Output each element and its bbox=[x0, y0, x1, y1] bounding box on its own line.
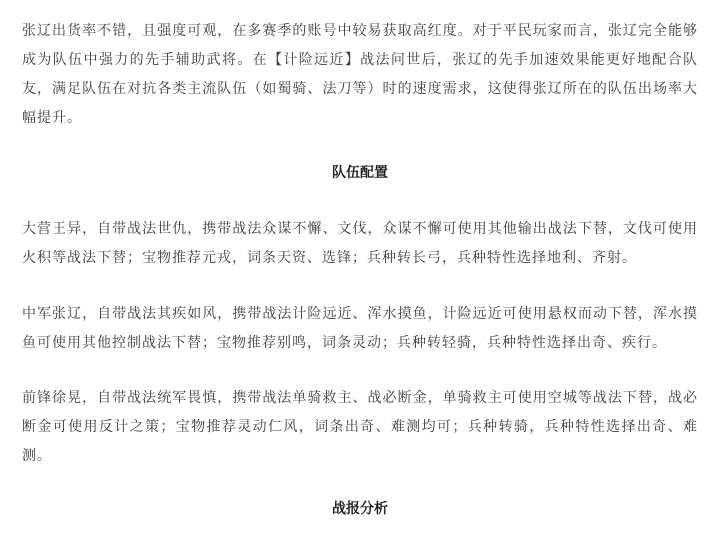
section-heading-report: 战报分析 bbox=[332, 501, 388, 517]
lineup-paragraph-zhangliao: 中军张辽，自带战法其疾如风，携带战法计险远近、浑水摸鱼，计险远近可使用悬权而动下替，浑水摸鱼可使用其他控制战法下替；宝物推荐别鸣，词条灵动；兵种转轻骑，兵种特性选择出奇、疾行。 bbox=[22, 306, 698, 351]
intro-paragraph: 张辽出货率不错，且强度可观，在多赛季的账号中较易获取高红度。对于平民玩家而言，张辽完全能够成为队伍中强力的先手辅助武将。在【计险远近】战法问世后，张辽的先手加速效果能更好地配合队友，满足队伍在对抗各类主流队伍（如蜀骑、法刀等）时的速度需求，这使得张辽所在的队伍出场率大幅提升。 bbox=[22, 23, 698, 126]
lineup-paragraph-wangyi: 大营王异，自带战法世仇，携带战法众谋不懈、文伐，众谋不懈可使用其他输出战法下替，文伐可使用火积等战法下替；宝物推荐元戎，词条天资、选锋；兵种转长弓，兵种特性选择地利、齐射。 bbox=[22, 221, 698, 266]
lineup-paragraph-xuhuang: 前锋徐晃，自带战法统军畏慎，携带战法单骑救主、战必断金，单骑救主可使用空城等战法下替，战必断金可使用反计之策；宝物推荐灵动仁风，词条出奇、难测均可；兵种转骑，兵种特性选择出奇、难测。 bbox=[22, 390, 698, 464]
section-heading-lineup: 队伍配置 bbox=[332, 165, 388, 181]
